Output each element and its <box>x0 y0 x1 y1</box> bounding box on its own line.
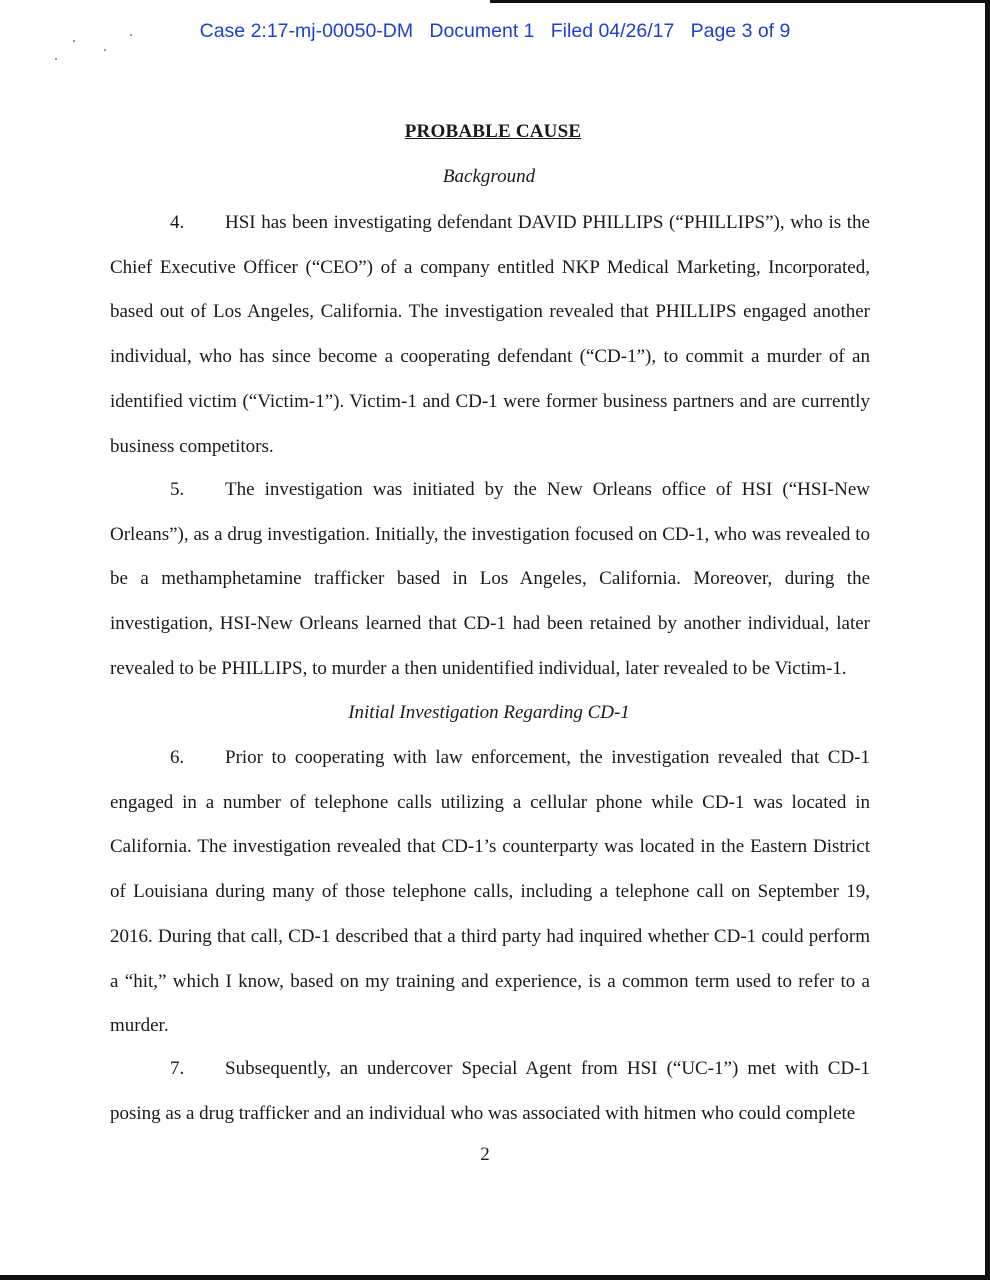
paragraph-6 <box>110 736 870 1049</box>
paragraph-text: Subsequently, an undercover Special Agent from HSI (“UC-1”) met with CD-1 posing as a drug trafficker and an individual who was associated with hitmen who could complete <box>110 1058 870 1124</box>
page-number: 2 <box>480 1144 490 1165</box>
paragraph-number: 6. <box>170 747 185 768</box>
paragraph-number: 7. <box>170 1058 185 1079</box>
paragraph-4 <box>110 201 870 469</box>
paragraph-number: 5. <box>170 479 185 500</box>
subheading-background: Background <box>442 166 536 187</box>
scan-edge-top <box>490 0 990 3</box>
paragraph-text: HSI has been investigating defendant DAVID PHILLIPS (“PHILLIPS”), who is the Chief Executive Officer (“CEO”) of a company entitled NKP Medical Marketing, Incorporated, based out of Los Angeles, California. The investigation revealed that PHILLIPS engaged another individual, who has since become a cooperating defendant (“CD-1”), to commit a murder of an identified victim (“Victim-1”). Victim-1 and CD-1 were former business partners and are currently business competitors. <box>110 212 870 457</box>
scan-edge-right <box>985 0 990 1280</box>
scan-speck <box>104 49 106 51</box>
paragraph-5 <box>110 468 870 692</box>
subheading-initial-investigation: Initial Investigation Regarding CD-1 <box>348 702 630 723</box>
paragraph-text: Prior to cooperating with law enforcement, the investigation revealed that CD-1 engaged in a number of telephone calls utilizing a cellular phone while CD-1 was located in California. The investigation revealed that CD-1’s counterparty was located in the Eastern District of Louisiana during many of those telephone calls, including a telephone call on September 19, 2016. During that call, CD-1 described that a third party had inquired whether CD-1 could perform a “hit,” which I know, based on my training and experience, is a common term used to refer to a murder. <box>110 747 870 1037</box>
section-heading: PROBABLE CAUSE <box>404 121 582 142</box>
paragraph-text: The investigation was initiated by the New Orleans office of HSI (“HSI-New Orleans”), as a drug investigation. Initially, the investigation focused on CD-1, who was revealed to be a methamphetamine trafficker based in Los Angeles, California. Moreover, during the investigation, HSI-New Orleans learned that CD-1 had been retained by another individual, later revealed to be PHILLIPS, to murder a then unidentified individual, later revealed to be Victim-1. <box>110 479 870 679</box>
paragraph-number: 4. <box>170 212 185 233</box>
paragraph-7 <box>110 1047 870 1136</box>
case-header-stamp: Case 2:17-mj-00050-DM Document 1 Filed 04/26/17 Page 3 of 9 <box>199 20 791 42</box>
scan-speck <box>55 58 57 60</box>
scan-edge-bottom <box>0 1275 990 1280</box>
